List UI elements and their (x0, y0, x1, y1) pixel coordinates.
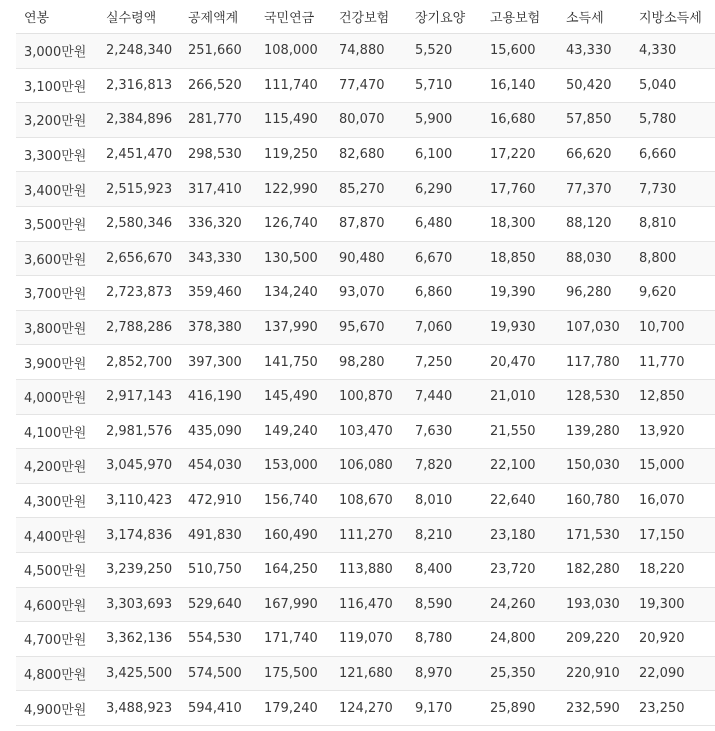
cell-local-income-tax: 18,220 (631, 552, 715, 587)
cell-local-income-tax: 6,660 (631, 137, 715, 172)
cell-health-insurance: 103,470 (331, 414, 407, 449)
cell-national-pension: 156,740 (256, 483, 331, 518)
cell-annual-salary: 3,600만원 (16, 241, 98, 276)
cell-total-deduction: 529,640 (180, 587, 256, 622)
cell-total-deduction: 298,530 (180, 137, 256, 172)
cell-income-tax: 88,120 (558, 206, 631, 241)
salary-table-container (16, 0, 715, 726)
cell-annual-salary: 3,000만원 (16, 34, 98, 69)
cell-total-deduction: 378,380 (180, 310, 256, 345)
cell-health-insurance: 106,080 (331, 449, 407, 484)
table-row (16, 206, 715, 241)
cell-long-term-care: 8,780 (407, 622, 482, 657)
cell-income-tax: 160,780 (558, 483, 631, 518)
cell-national-pension: 149,240 (256, 414, 331, 449)
cell-employment-insurance: 21,550 (482, 414, 558, 449)
cell-annual-salary: 3,800만원 (16, 310, 98, 345)
cell-net-pay: 2,917,143 (98, 379, 180, 414)
cell-annual-salary: 4,600만원 (16, 587, 98, 622)
cell-income-tax: 209,220 (558, 622, 631, 657)
cell-income-tax: 43,330 (558, 34, 631, 69)
cell-local-income-tax: 19,300 (631, 587, 715, 622)
cell-net-pay: 2,723,873 (98, 276, 180, 311)
cell-employment-insurance: 23,720 (482, 552, 558, 587)
cell-total-deduction: 574,500 (180, 656, 256, 691)
table-row (16, 34, 715, 69)
cell-net-pay: 2,981,576 (98, 414, 180, 449)
cell-annual-salary: 4,400만원 (16, 518, 98, 553)
cell-health-insurance: 87,870 (331, 206, 407, 241)
cell-net-pay: 3,110,423 (98, 483, 180, 518)
cell-national-pension: 167,990 (256, 587, 331, 622)
cell-total-deduction: 397,300 (180, 345, 256, 380)
cell-net-pay: 3,362,136 (98, 622, 180, 657)
cell-income-tax: 77,370 (558, 172, 631, 207)
cell-income-tax: 232,590 (558, 691, 631, 726)
cell-employment-insurance: 19,390 (482, 276, 558, 311)
table-row (16, 518, 715, 553)
cell-national-pension: 115,490 (256, 103, 331, 138)
cell-local-income-tax: 17,150 (631, 518, 715, 553)
table-row (16, 241, 715, 276)
cell-health-insurance: 93,070 (331, 276, 407, 311)
cell-local-income-tax: 7,730 (631, 172, 715, 207)
cell-long-term-care: 7,250 (407, 345, 482, 380)
header-total-deduction: 공제액계 (180, 0, 256, 34)
cell-local-income-tax: 9,620 (631, 276, 715, 311)
cell-national-pension: 179,240 (256, 691, 331, 726)
cell-long-term-care: 5,710 (407, 68, 482, 103)
cell-total-deduction: 472,910 (180, 483, 256, 518)
cell-employment-insurance: 18,850 (482, 241, 558, 276)
cell-annual-salary: 3,700만원 (16, 276, 98, 311)
cell-annual-salary: 4,900만원 (16, 691, 98, 726)
cell-national-pension: 108,000 (256, 34, 331, 69)
table-row (16, 587, 715, 622)
cell-local-income-tax: 13,920 (631, 414, 715, 449)
cell-annual-salary: 4,100만원 (16, 414, 98, 449)
cell-health-insurance: 95,670 (331, 310, 407, 345)
cell-local-income-tax: 4,330 (631, 34, 715, 69)
cell-net-pay: 3,045,970 (98, 449, 180, 484)
cell-national-pension: 130,500 (256, 241, 331, 276)
cell-local-income-tax: 12,850 (631, 379, 715, 414)
cell-national-pension: 134,240 (256, 276, 331, 311)
cell-employment-insurance: 22,640 (482, 483, 558, 518)
cell-long-term-care: 6,670 (407, 241, 482, 276)
cell-annual-salary: 4,500만원 (16, 552, 98, 587)
cell-employment-insurance: 23,180 (482, 518, 558, 553)
cell-health-insurance: 80,070 (331, 103, 407, 138)
cell-income-tax: 66,620 (558, 137, 631, 172)
cell-health-insurance: 113,880 (331, 552, 407, 587)
cell-national-pension: 153,000 (256, 449, 331, 484)
table-row (16, 379, 715, 414)
cell-local-income-tax: 23,250 (631, 691, 715, 726)
cell-local-income-tax: 5,780 (631, 103, 715, 138)
cell-income-tax: 150,030 (558, 449, 631, 484)
cell-annual-salary: 4,800만원 (16, 656, 98, 691)
cell-net-pay: 3,174,836 (98, 518, 180, 553)
cell-employment-insurance: 15,600 (482, 34, 558, 69)
cell-income-tax: 57,850 (558, 103, 631, 138)
cell-income-tax: 182,280 (558, 552, 631, 587)
cell-annual-salary: 4,300만원 (16, 483, 98, 518)
cell-employment-insurance: 18,300 (482, 206, 558, 241)
table-row (16, 345, 715, 380)
cell-employment-insurance: 20,470 (482, 345, 558, 380)
cell-net-pay: 3,239,250 (98, 552, 180, 587)
cell-long-term-care: 7,820 (407, 449, 482, 484)
cell-health-insurance: 121,680 (331, 656, 407, 691)
cell-total-deduction: 554,530 (180, 622, 256, 657)
cell-health-insurance: 100,870 (331, 379, 407, 414)
cell-net-pay: 2,248,340 (98, 34, 180, 69)
cell-net-pay: 2,656,670 (98, 241, 180, 276)
cell-local-income-tax: 20,920 (631, 622, 715, 657)
cell-long-term-care: 8,400 (407, 552, 482, 587)
cell-national-pension: 175,500 (256, 656, 331, 691)
cell-net-pay: 2,384,896 (98, 103, 180, 138)
cell-income-tax: 50,420 (558, 68, 631, 103)
cell-income-tax: 128,530 (558, 379, 631, 414)
cell-net-pay: 3,488,923 (98, 691, 180, 726)
cell-employment-insurance: 25,350 (482, 656, 558, 691)
cell-total-deduction: 317,410 (180, 172, 256, 207)
cell-annual-salary: 3,200만원 (16, 103, 98, 138)
cell-national-pension: 141,750 (256, 345, 331, 380)
cell-long-term-care: 5,520 (407, 34, 482, 69)
cell-total-deduction: 491,830 (180, 518, 256, 553)
cell-health-insurance: 124,270 (331, 691, 407, 726)
header-row (16, 0, 715, 34)
cell-total-deduction: 251,660 (180, 34, 256, 69)
cell-local-income-tax: 8,800 (631, 241, 715, 276)
cell-employment-insurance: 21,010 (482, 379, 558, 414)
cell-total-deduction: 343,330 (180, 241, 256, 276)
cell-income-tax: 96,280 (558, 276, 631, 311)
cell-national-pension: 160,490 (256, 518, 331, 553)
cell-long-term-care: 6,290 (407, 172, 482, 207)
cell-annual-salary: 3,500만원 (16, 206, 98, 241)
header-health-insurance: 건강보험 (331, 0, 407, 34)
cell-national-pension: 126,740 (256, 206, 331, 241)
cell-local-income-tax: 16,070 (631, 483, 715, 518)
cell-long-term-care: 8,010 (407, 483, 482, 518)
cell-health-insurance: 74,880 (331, 34, 407, 69)
cell-employment-insurance: 19,930 (482, 310, 558, 345)
cell-national-pension: 111,740 (256, 68, 331, 103)
cell-income-tax: 117,780 (558, 345, 631, 380)
table-row (16, 276, 715, 311)
table-row (16, 137, 715, 172)
cell-net-pay: 2,451,470 (98, 137, 180, 172)
cell-long-term-care: 8,970 (407, 656, 482, 691)
cell-employment-insurance: 25,890 (482, 691, 558, 726)
cell-total-deduction: 435,090 (180, 414, 256, 449)
table-row (16, 449, 715, 484)
table-row (16, 691, 715, 726)
cell-long-term-care: 9,170 (407, 691, 482, 726)
table-row (16, 103, 715, 138)
cell-long-term-care: 5,900 (407, 103, 482, 138)
cell-national-pension: 122,990 (256, 172, 331, 207)
cell-annual-salary: 4,000만원 (16, 379, 98, 414)
cell-employment-insurance: 16,680 (482, 103, 558, 138)
cell-local-income-tax: 11,770 (631, 345, 715, 380)
cell-local-income-tax: 15,000 (631, 449, 715, 484)
cell-national-pension: 171,740 (256, 622, 331, 657)
cell-local-income-tax: 5,040 (631, 68, 715, 103)
header-national-pension: 국민연금 (256, 0, 331, 34)
table-body (16, 34, 715, 726)
cell-long-term-care: 8,210 (407, 518, 482, 553)
cell-employment-insurance: 16,140 (482, 68, 558, 103)
cell-health-insurance: 82,680 (331, 137, 407, 172)
cell-total-deduction: 336,320 (180, 206, 256, 241)
cell-employment-insurance: 17,760 (482, 172, 558, 207)
cell-local-income-tax: 8,810 (631, 206, 715, 241)
table-row (16, 68, 715, 103)
header-local-income-tax: 지방소득세 (631, 0, 715, 34)
cell-income-tax: 171,530 (558, 518, 631, 553)
cell-health-insurance: 111,270 (331, 518, 407, 553)
cell-total-deduction: 281,770 (180, 103, 256, 138)
cell-annual-salary: 3,100만원 (16, 68, 98, 103)
cell-local-income-tax: 10,700 (631, 310, 715, 345)
cell-health-insurance: 98,280 (331, 345, 407, 380)
cell-long-term-care: 6,480 (407, 206, 482, 241)
cell-local-income-tax: 22,090 (631, 656, 715, 691)
cell-long-term-care: 7,440 (407, 379, 482, 414)
cell-income-tax: 193,030 (558, 587, 631, 622)
cell-national-pension: 137,990 (256, 310, 331, 345)
cell-annual-salary: 3,300만원 (16, 137, 98, 172)
cell-total-deduction: 416,190 (180, 379, 256, 414)
cell-income-tax: 88,030 (558, 241, 631, 276)
cell-net-pay: 2,316,813 (98, 68, 180, 103)
cell-annual-salary: 3,400만원 (16, 172, 98, 207)
cell-national-pension: 119,250 (256, 137, 331, 172)
header-annual-salary: 연봉 (16, 0, 98, 34)
table-row (16, 172, 715, 207)
cell-total-deduction: 266,520 (180, 68, 256, 103)
cell-net-pay: 2,515,923 (98, 172, 180, 207)
cell-national-pension: 164,250 (256, 552, 331, 587)
cell-annual-salary: 3,900만원 (16, 345, 98, 380)
cell-annual-salary: 4,200만원 (16, 449, 98, 484)
cell-health-insurance: 108,670 (331, 483, 407, 518)
cell-net-pay: 3,425,500 (98, 656, 180, 691)
header-net-pay: 실수령액 (98, 0, 180, 34)
cell-health-insurance: 119,070 (331, 622, 407, 657)
cell-net-pay: 2,580,346 (98, 206, 180, 241)
cell-health-insurance: 85,270 (331, 172, 407, 207)
cell-long-term-care: 6,860 (407, 276, 482, 311)
cell-annual-salary: 4,700만원 (16, 622, 98, 657)
cell-total-deduction: 510,750 (180, 552, 256, 587)
cell-long-term-care: 8,590 (407, 587, 482, 622)
cell-employment-insurance: 17,220 (482, 137, 558, 172)
cell-long-term-care: 7,060 (407, 310, 482, 345)
cell-long-term-care: 7,630 (407, 414, 482, 449)
cell-total-deduction: 594,410 (180, 691, 256, 726)
cell-net-pay: 2,788,286 (98, 310, 180, 345)
table-row (16, 483, 715, 518)
cell-net-pay: 3,303,693 (98, 587, 180, 622)
cell-income-tax: 220,910 (558, 656, 631, 691)
table-row (16, 656, 715, 691)
cell-long-term-care: 6,100 (407, 137, 482, 172)
cell-employment-insurance: 24,800 (482, 622, 558, 657)
header-income-tax: 소득세 (558, 0, 631, 34)
cell-health-insurance: 77,470 (331, 68, 407, 103)
cell-net-pay: 2,852,700 (98, 345, 180, 380)
header-long-term-care: 장기요양 (407, 0, 482, 34)
table-row (16, 622, 715, 657)
cell-national-pension: 145,490 (256, 379, 331, 414)
cell-health-insurance: 90,480 (331, 241, 407, 276)
cell-health-insurance: 116,470 (331, 587, 407, 622)
table-row (16, 414, 715, 449)
cell-total-deduction: 359,460 (180, 276, 256, 311)
table-row (16, 552, 715, 587)
cell-total-deduction: 454,030 (180, 449, 256, 484)
cell-income-tax: 107,030 (558, 310, 631, 345)
header-employment-insurance: 고용보험 (482, 0, 558, 34)
table-row (16, 310, 715, 345)
cell-income-tax: 139,280 (558, 414, 631, 449)
salary-table (16, 0, 715, 726)
cell-employment-insurance: 22,100 (482, 449, 558, 484)
cell-employment-insurance: 24,260 (482, 587, 558, 622)
